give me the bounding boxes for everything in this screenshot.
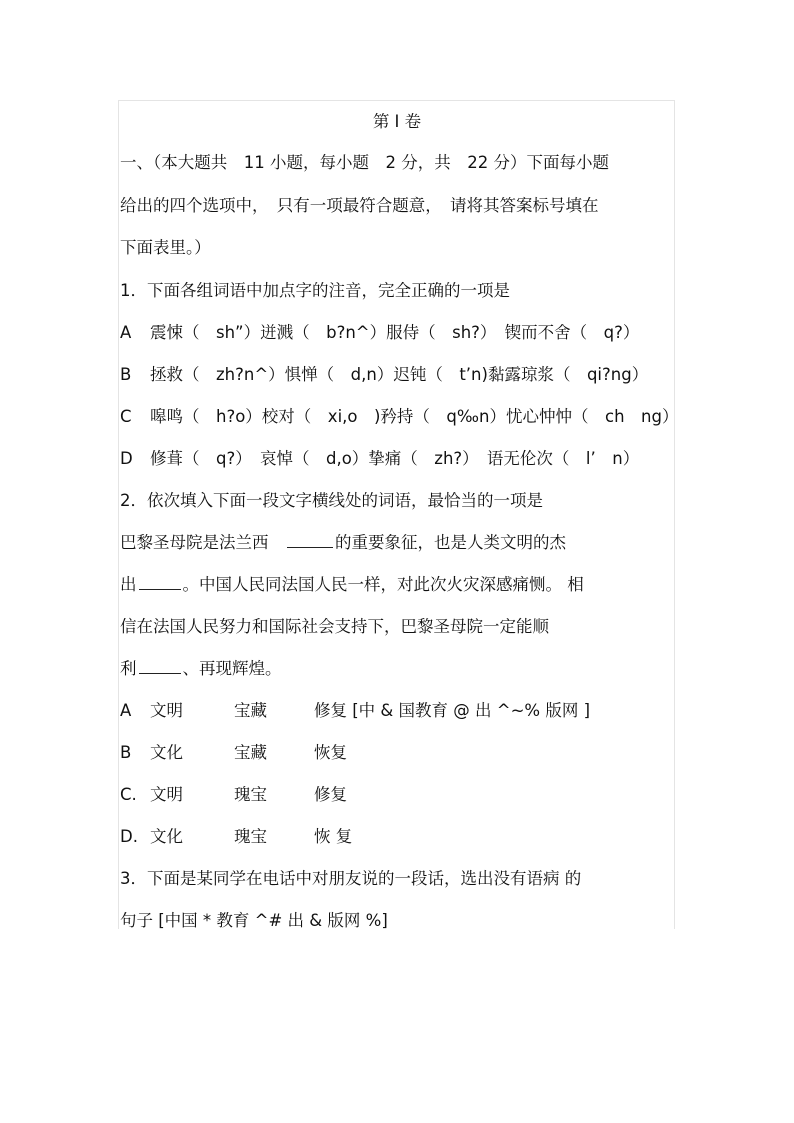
q2-option-a — [120, 701, 590, 721]
passage-text: 、再现辉煌。 — [182, 659, 282, 678]
option-label: B — [120, 743, 132, 762]
option-word-1: 文化 — [150, 743, 183, 762]
q2-passage-line-3: 信在法国人民努力和国际社会支持下，巴黎圣母院一定能顺 — [120, 617, 549, 636]
q1-option-d — [120, 449, 639, 469]
question-3-stem-line-2: 句子 [中国 * 教育 ^# 出 & 版网 %] — [120, 911, 388, 930]
option-label: D — [120, 449, 133, 468]
q1-option-c — [120, 407, 678, 427]
option-word-2: 宝藏 — [234, 701, 267, 720]
option-text: 嗥鸣（ h?o）校对（ xi,o )矜持（ q‰n）忧心忡忡（ ch ng） — [150, 407, 679, 426]
fill-blank-3 — [139, 661, 181, 674]
option-label: C — [120, 407, 132, 426]
question-1-stem: 1．下面各组词语中加点字的注音，完全正确的一项是 — [120, 281, 510, 300]
question-3-stem-line-1: 3．下面是某同学在电话中对朋友说的一段话，选出没有语病 的 — [120, 869, 582, 888]
fill-blank-1 — [287, 535, 333, 548]
option-word-3: 恢复 — [314, 743, 347, 762]
question-2-stem: 2．依次填入下面一段文字横线处的词语，最恰当的一项是 — [120, 491, 543, 510]
q2-option-b — [120, 743, 347, 763]
passage-text: 出 — [120, 575, 137, 594]
option-label: A — [120, 701, 132, 720]
q2-option-d — [120, 827, 352, 847]
section-instruction-line-3: 下面表里。） — [120, 238, 211, 257]
q2-passage-line-4 — [120, 659, 282, 679]
q2-passage-line-1 — [120, 533, 566, 553]
option-word-1: 文明 — [150, 785, 183, 804]
option-label: B — [120, 365, 132, 384]
option-word-3: 修复 [中 & 国教育 @ 出 ^~% 版网 ] — [314, 701, 591, 720]
section-instruction-line-1: 一、（本大题共 11 小题，每小题 2 分，共 22 分）下面每小题 — [120, 153, 609, 172]
passage-text: 的重要象征，也是人类文明的杰 — [335, 533, 566, 552]
option-word-3: 修复 — [314, 785, 347, 804]
q1-option-b — [120, 365, 648, 385]
passage-text: 利 — [120, 659, 137, 678]
option-word-2: 瑰宝 — [234, 827, 267, 846]
option-word-3: 恢 复 — [314, 827, 353, 846]
option-label: A — [120, 323, 132, 342]
fill-blank-2 — [139, 577, 181, 590]
option-text: 震悚（ sh”）迸溅（ b?n^）服侍（ sh?） 锲而不舍（ q?） — [150, 323, 640, 342]
option-text: 修葺（ q?） 哀悼（ d,o）挚痛（ zh?） 语无伦次（ l’ n） — [150, 449, 640, 468]
page-title: 第 I 卷 — [372, 112, 422, 131]
option-label: D. — [120, 827, 138, 846]
q2-option-c — [120, 785, 347, 805]
option-word-2: 宝藏 — [234, 743, 267, 762]
passage-text: 巴黎圣母院是法兰西 — [120, 533, 269, 552]
section-instruction-line-2: 给出的四个选项中， 只有一项最符合题意， 请将其答案标号填在 — [120, 196, 599, 215]
q2-passage-line-2 — [120, 575, 584, 595]
option-word-1: 文明 — [150, 701, 183, 720]
option-label: C. — [120, 785, 137, 804]
q1-option-a — [120, 323, 639, 343]
option-text: 拯救（ zh?n^）惧惮（ d,n）迟钝（ t’n)黏露琼浆（ qi?ng） — [150, 365, 649, 384]
option-word-2: 瑰宝 — [234, 785, 267, 804]
option-word-1: 文化 — [150, 827, 183, 846]
passage-text: 。中国人民同法国人民一样，对此次火灾深感痛恻。 相 — [182, 575, 584, 594]
